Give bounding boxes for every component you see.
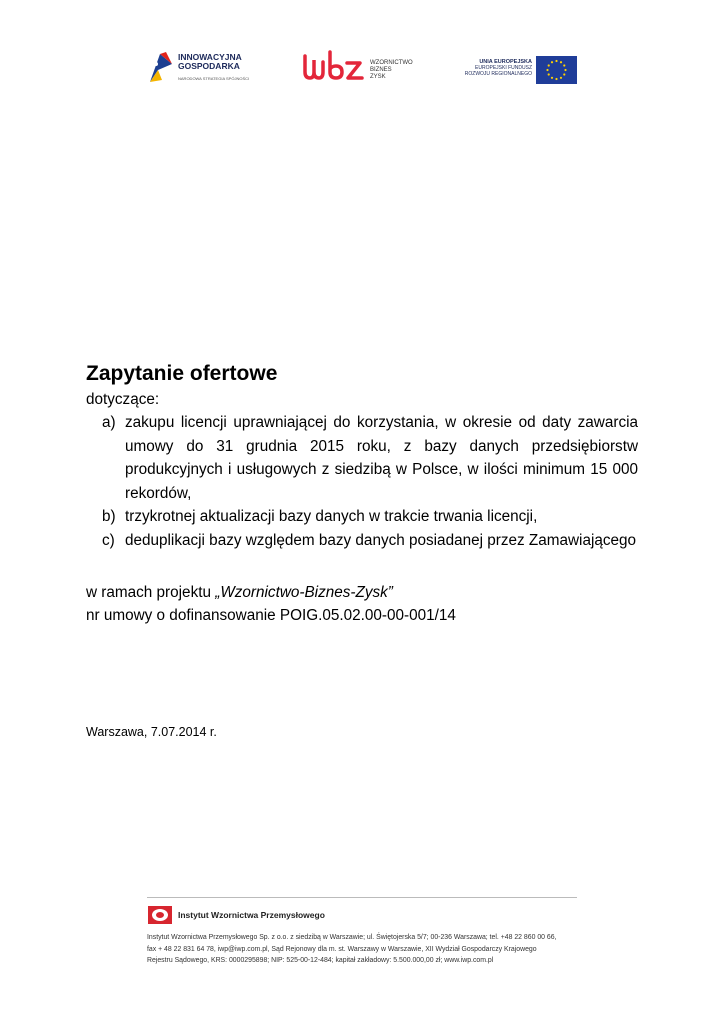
innowacyjna-gospodarka-logo	[148, 50, 258, 86]
unia-europejska-logo	[460, 56, 580, 86]
project-line	[86, 584, 393, 602]
scope-list	[86, 411, 638, 552]
eu-star-icon	[551, 61, 553, 63]
biznes-line: BIZNES	[370, 67, 392, 73]
eu-star-icon	[555, 60, 557, 62]
ue-line2: EUROPEJSKI FUNDUSZ	[475, 65, 532, 71]
eu-star-icon	[551, 77, 553, 79]
wbz-mark-icon	[302, 48, 366, 84]
wzornictwo-line: WZORNICTWO	[370, 60, 413, 66]
footer-line-1: Instytut Wzornictwa Przemysłowego Sp. z o.o. z siedzibą w Warszawie; ul. Świętojerska 5/7; 00-236 Warszawa; tel. +48 22 860 00 66,	[147, 934, 557, 941]
list-item-text: deduplikacji bazy względem bazy danych posiadanej przez Zamawiającego	[125, 531, 637, 549]
ue-line1: UNIA EUROPEJSKA	[479, 59, 532, 65]
list-item	[86, 505, 638, 529]
eu-star-icon	[563, 64, 565, 66]
list-marker: c)	[102, 531, 115, 549]
project-prefix: w ramach projektu	[86, 584, 216, 601]
eu-star-icon	[555, 78, 557, 80]
eu-flag-icon	[536, 56, 577, 84]
iwp-name: Instytut Wzornictwa Przemysłowego	[178, 910, 325, 920]
eu-star-icon	[563, 73, 565, 75]
eu-star-icon	[548, 73, 550, 75]
gospodarka-line: GOSPODARKA	[178, 61, 240, 71]
list-marker: a)	[102, 414, 116, 431]
footer-divider	[147, 897, 577, 898]
footer-line-2: fax + 48 22 831 64 78, iwp@iwp.com.pl, Sąd Rejonowy dla m. st. Warszawy w Warszawie, XII Wydział Gospodarczy Krajowego	[147, 945, 537, 953]
eu-star-icon	[560, 61, 562, 63]
list-item	[86, 529, 638, 553]
project-name: „Wzornictwo-Biznes-Zysk”	[215, 584, 393, 601]
document-date: Warszawa, 7.07.2014 r.	[86, 725, 217, 739]
wzornictwo-biznes-zysk-logo	[302, 48, 422, 86]
footer-line-3: Rejestru Sądowego, KRS: 0000295898; NIP: 525-00-12-484; kapitał zakładowy: 5.500.000,00 zł; www.iwp.com.pl	[147, 957, 494, 964]
document-title: Zapytanie ofertowe	[86, 362, 278, 385]
list-item-text: zakupu licencji uprawniającej do korzystania, w okresie od daty zawarcia umowy do 31 grudnia 2015 roku, z bazy danych przedsiębiorstw produkcyjnych i usługowych z siedzibą w Polsce, w ilości minimum 15 000 rekordów,	[125, 414, 638, 502]
footer-address	[147, 932, 582, 967]
list-marker: b)	[102, 508, 116, 525]
eu-star-icon	[564, 69, 566, 71]
innowacyjna-gospodarka-emblem-icon	[148, 50, 174, 84]
eu-star-icon	[548, 64, 550, 66]
zysk-line: ZYSK	[370, 74, 386, 80]
eu-star-icon	[546, 69, 548, 71]
list-item	[86, 411, 638, 505]
iwp-emblem-icon	[148, 906, 172, 924]
innowacyjna-line: INNOWACYJNA	[178, 52, 242, 62]
iwp-logo	[148, 906, 448, 926]
document-subtitle: dotyczące:	[86, 391, 160, 408]
innowacyjna-subtitle: NARODOWA STRATEGIA SPÓJNOŚCI	[178, 76, 250, 81]
eu-star-icon	[560, 77, 562, 79]
agreement-number: nr umowy o dofinansowanie POIG.05.02.00-00-001/14	[86, 607, 456, 624]
list-item-text: trzykrotnej aktualizacji bazy danych w trakcie trwania licencji,	[125, 508, 538, 525]
ue-line3: ROZWOJU REGIONALNEGO	[464, 71, 532, 77]
